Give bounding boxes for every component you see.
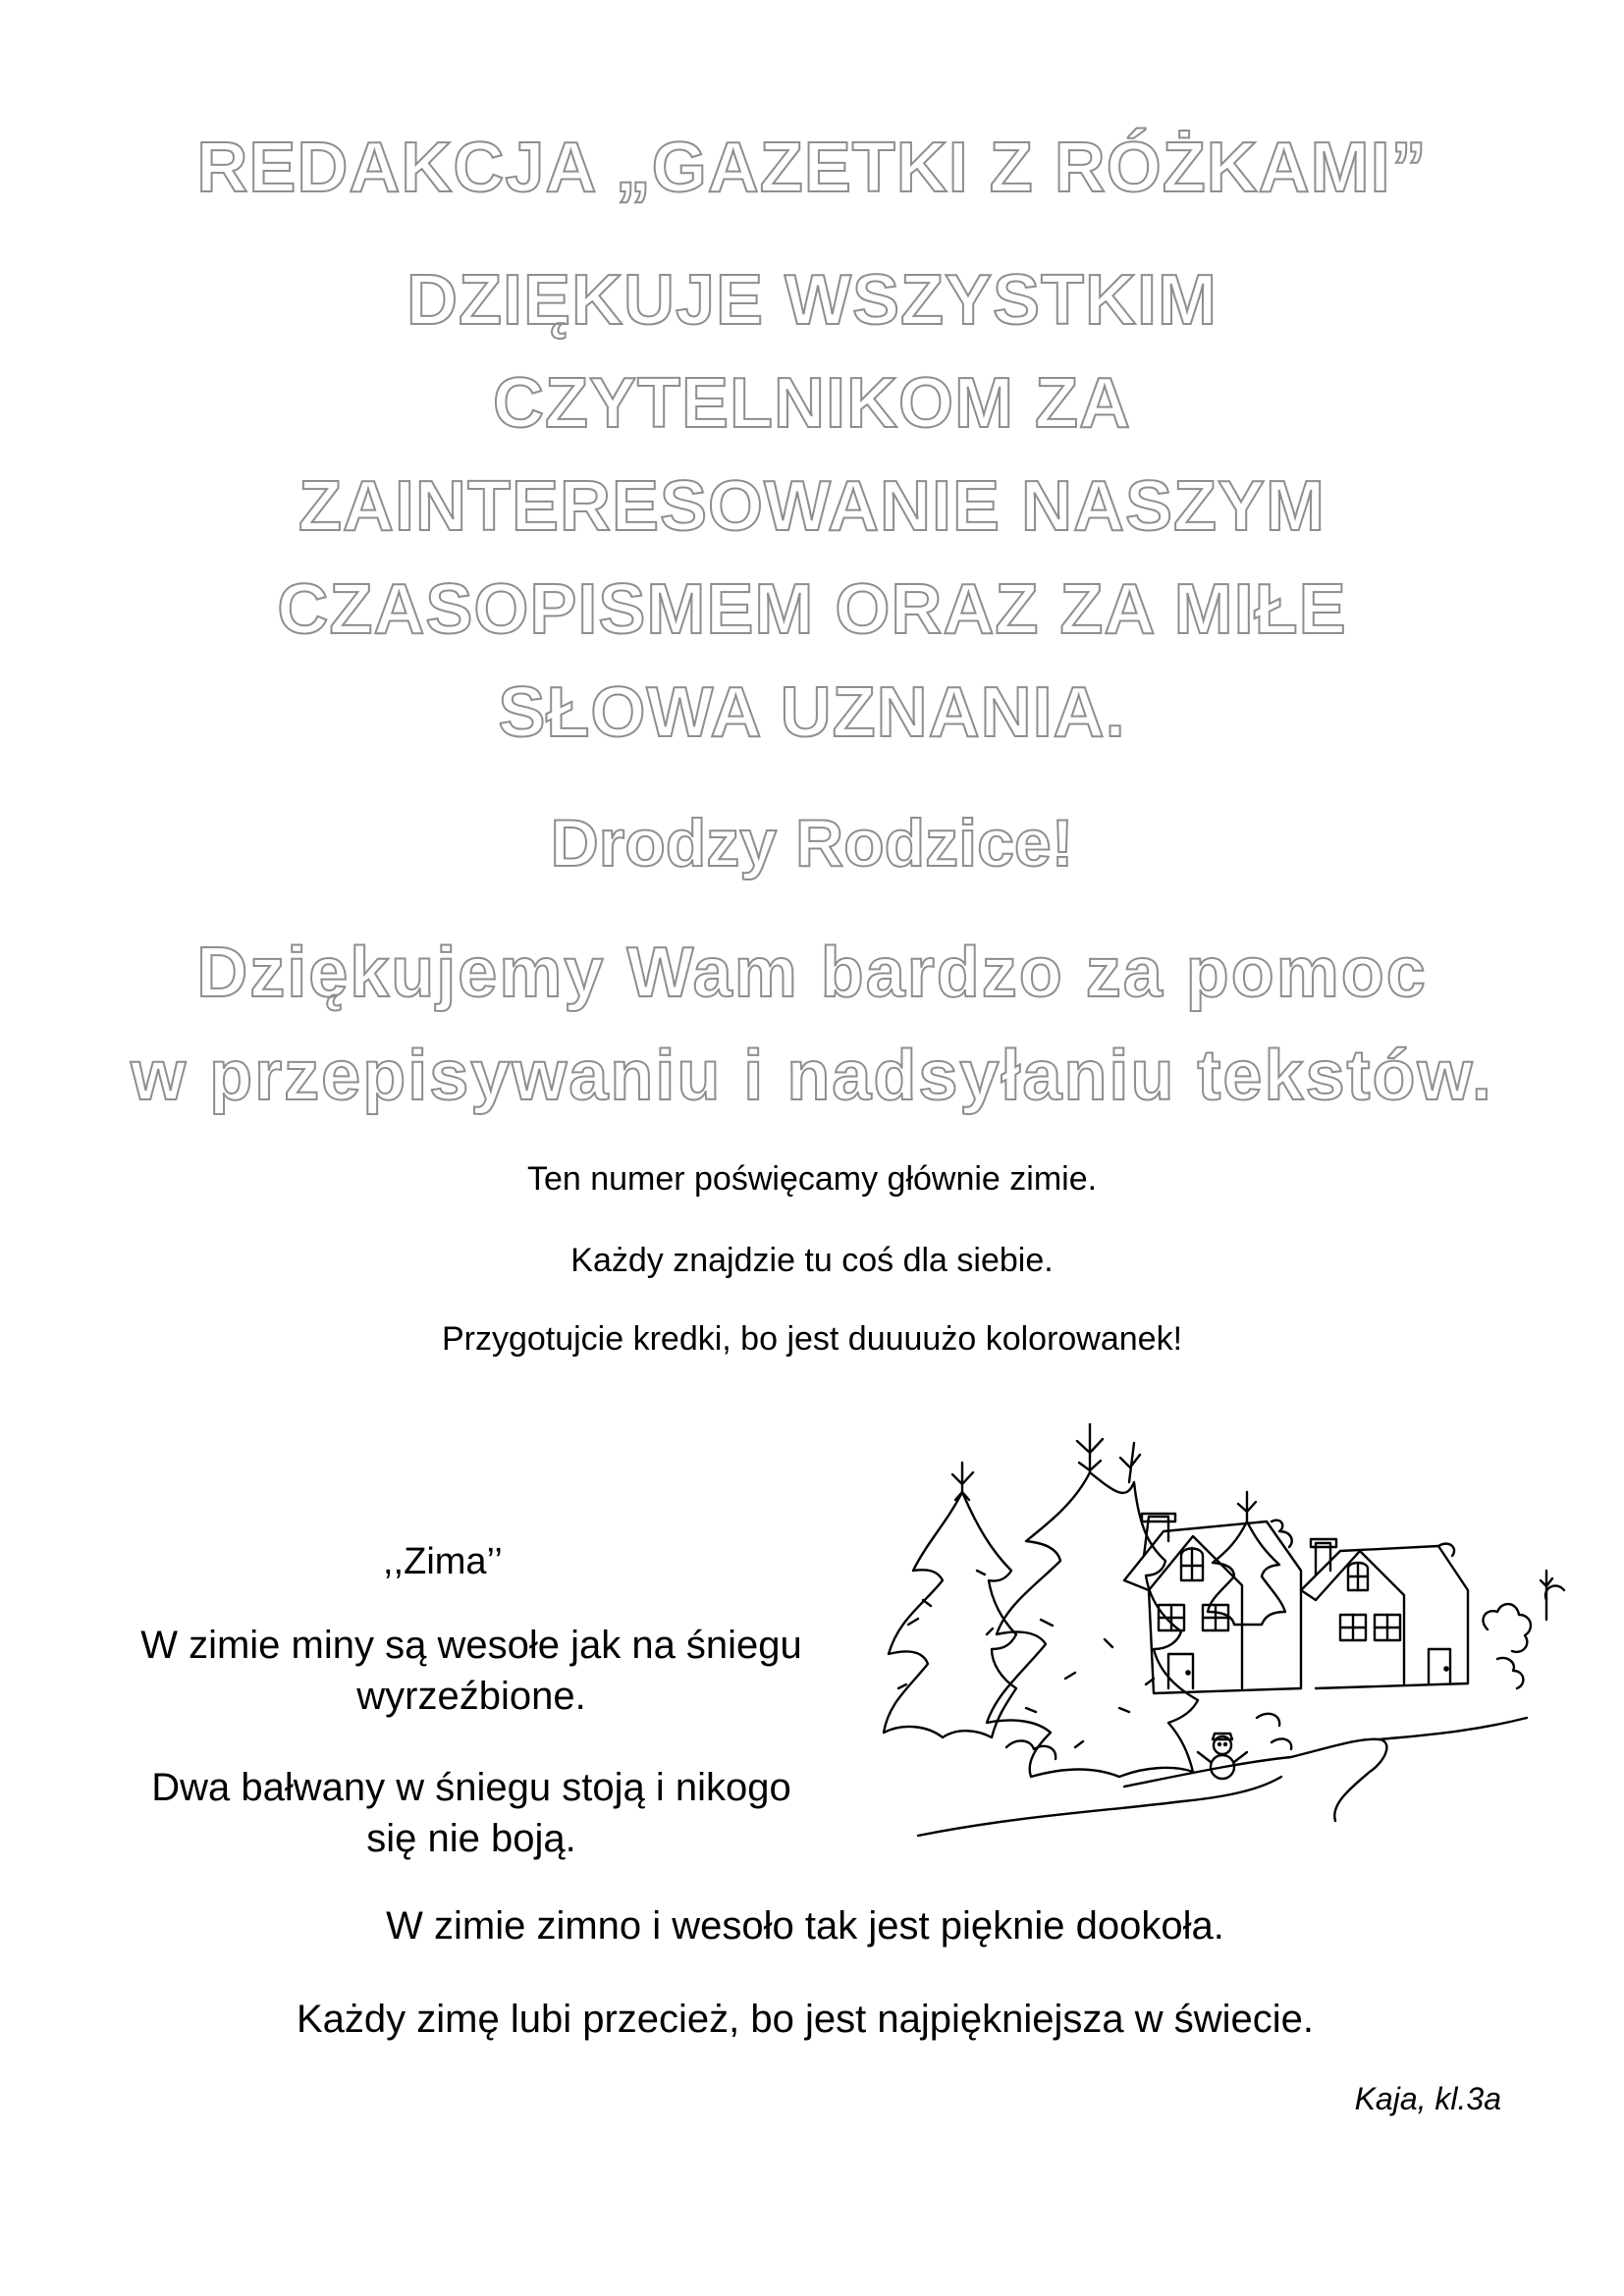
parents-thanks-line-1: Dziękujemy Wam bardzo za pomoc [196,934,1428,1012]
header-line-2: DZIĘKUJE WSZYSTKIM [406,261,1218,340]
path-edge [1291,1739,1386,1821]
parents-greeting: Drodzy Rodzice! [550,806,1074,881]
intro-line-1: Ten numer poświęcamy głównie zimie. [526,1160,1098,1198]
poem-stanza-1-line-2: wyrzeźbione. [356,1675,586,1718]
poem-author: Kaja, kl.3a [1354,2081,1501,2116]
poem-stanza-4: Każdy zimę lubi przecież, bo jest najpiękniejsza w świecie. [296,1998,1314,2041]
poem-stanza-1-line-1: W zimie miny są wesołe jak na śniegu [140,1624,802,1667]
poem-stanza-2 [88,1762,854,1864]
intro-line-2: Każdy znajdzie tu coś dla siebie. [570,1242,1054,1279]
winter-houses-trees-snowman-icon [869,1423,1566,1855]
tree-center [987,1423,1198,1777]
bushes-right [1483,1571,1564,1688]
poem-title: ,,Zima’’ [383,1541,503,1582]
poem-stanza-1 [88,1620,854,1722]
header-line-5: CZASOPISMEM ORAZ ZA MIŁE [277,570,1347,649]
header-line-1: REDAKCJA „GAZETKI Z RÓŻKAMI” [196,129,1428,207]
house-left [1124,1514,1301,1693]
header-line-3: CZYTELNIKOM ZA [493,364,1131,443]
house-right [1301,1539,1468,1688]
tree-left [884,1463,1016,1737]
header-line-6: SŁOWA UZNANIA. [498,673,1126,752]
parents-thanks-line-2: w przepisywaniu i nadsyłaniu tekstów. [131,1037,1493,1115]
poem-stanza-2-line-1: Dwa bałwany w śniegu stoją i nikogo [151,1766,791,1809]
poem-stanza-3: W zimie zimno i wesoło tak jest pięknie dookoła. [386,1904,1224,1948]
snowman [1198,1734,1247,1779]
intro-line-3: Przygotujcie kredki, bo jest duuuużo kolorowanek! [441,1320,1183,1358]
road-edge [1124,1757,1291,1787]
ground-line [918,1777,1281,1836]
poem-stanza-2-line-2: się nie boją. [366,1817,576,1860]
header-line-4: ZAINTERESOWANIE NASZYM [298,467,1326,546]
ground-bushes [1006,1714,1291,1759]
